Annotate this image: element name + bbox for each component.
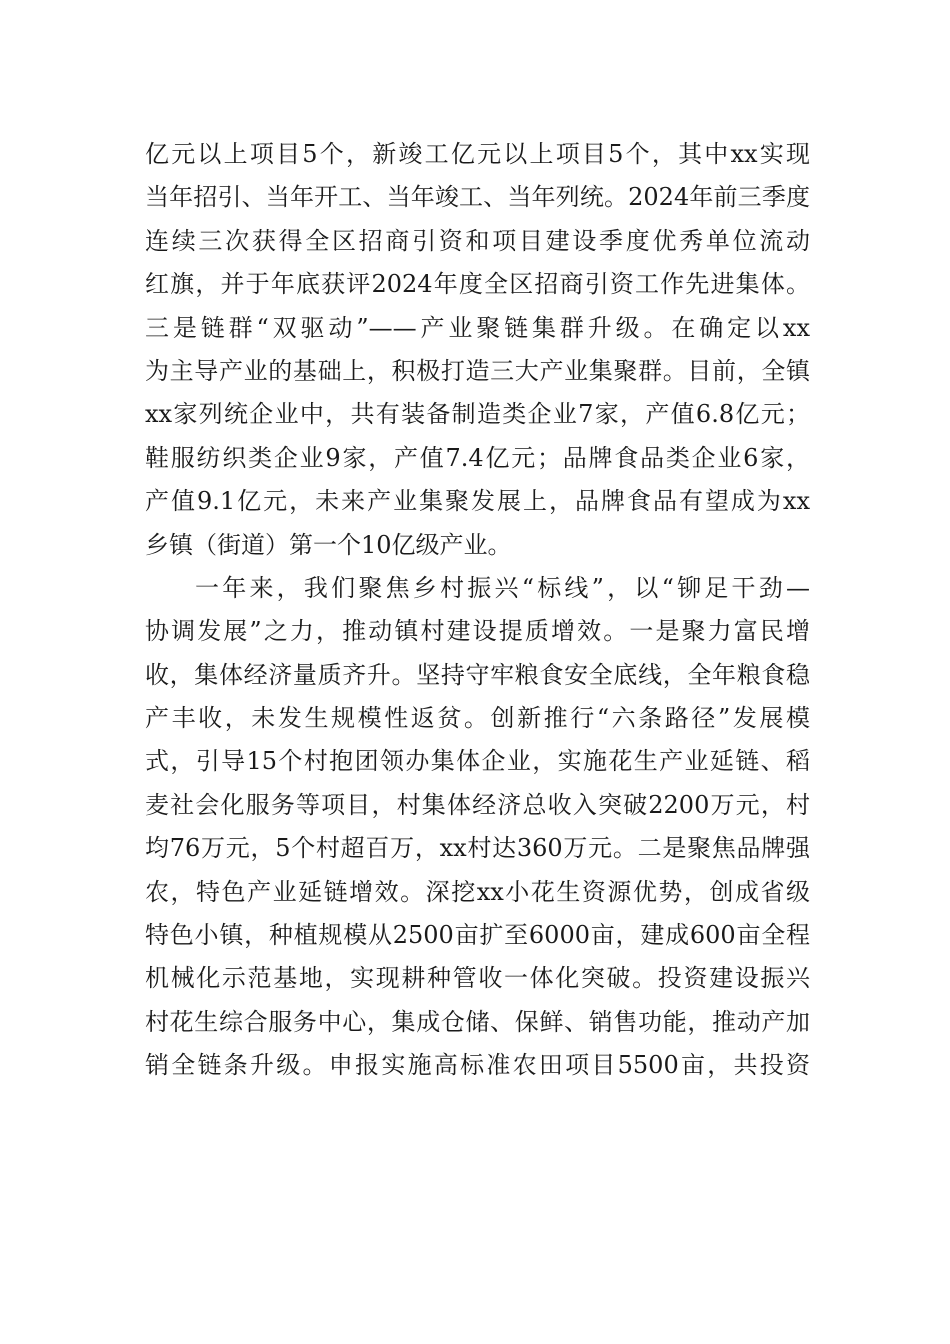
text-line: 麦社会化服务等项目，村集体经济总收入突破2200万元，村 [145, 790, 810, 819]
text-line: 三是链群“双驱动”——产业聚链集群升级。在确定以xx [145, 313, 810, 342]
text-line: 收，集体经济量质齐升。坚持守牢粮食安全底线，全年粮食稳 [145, 660, 810, 689]
text-line: 产值9.1亿元，未来产业集聚发展上，品牌食品有望成为xx [145, 487, 810, 516]
text-line: xx家列统企业中，共有装备制造类企业7家，产值6.8亿元； [145, 400, 810, 429]
text-line: 销全链条升级。申报实施高标准农田项目5500亩，共投资 [145, 1051, 810, 1080]
text-line: 农，特色产业延链增效。深挖xx小花生资源优势，创成省级 [145, 877, 810, 906]
body-text [145, 133, 810, 1088]
text-line: 式，引导15个村抱团领办集体企业，实施花生产业延链、稻 [145, 747, 810, 776]
text-line: 产丰收，未发生规模性返贫。创新推行“六条路径”发展模 [145, 704, 810, 733]
text-line: 村花生综合服务中心，集成仓储、保鲜、销售功能，推动产加 [145, 1007, 810, 1036]
text-line: 均76万元，5个村超百万，xx村达360万元。二是聚焦品牌强 [145, 834, 810, 863]
text-line: 乡镇（街道）第一个10亿级产业。 [145, 530, 512, 559]
text-line: 为主导产业的基础上，积极打造三大产业集聚群。目前，全镇 [145, 356, 810, 385]
text-line: 鞋服纺织类企业9家，产值7.4亿元；品牌食品类企业6家， [145, 443, 810, 472]
text-line: 特色小镇，种植规模从2500亩扩至6000亩，建成600亩全程 [145, 921, 810, 950]
text-line: 当年招引、当年开工、当年竣工、当年列统。2024年前三季度 [145, 183, 810, 212]
text-line: 红旗，并于年底获评2024年度全区招商引资工作先进集体。 [145, 270, 810, 299]
text-line: 连续三次获得全区招商引资和项目建设季度优秀单位流动 [145, 226, 810, 255]
text-line: 亿元以上项目5个，新竣工亿元以上项目5个，其中xx实现 [145, 140, 810, 168]
paragraph-first-line: 一年来，我们聚焦乡村振兴“标线”，以“铆足干劲— [195, 573, 810, 602]
text-line: 协调发展”之力，推动镇村建设提质增效。一是聚力富民增 [145, 617, 810, 646]
text-line: 机械化示范基地，实现耕种管收一体化突破。投资建设振兴 [145, 964, 810, 993]
